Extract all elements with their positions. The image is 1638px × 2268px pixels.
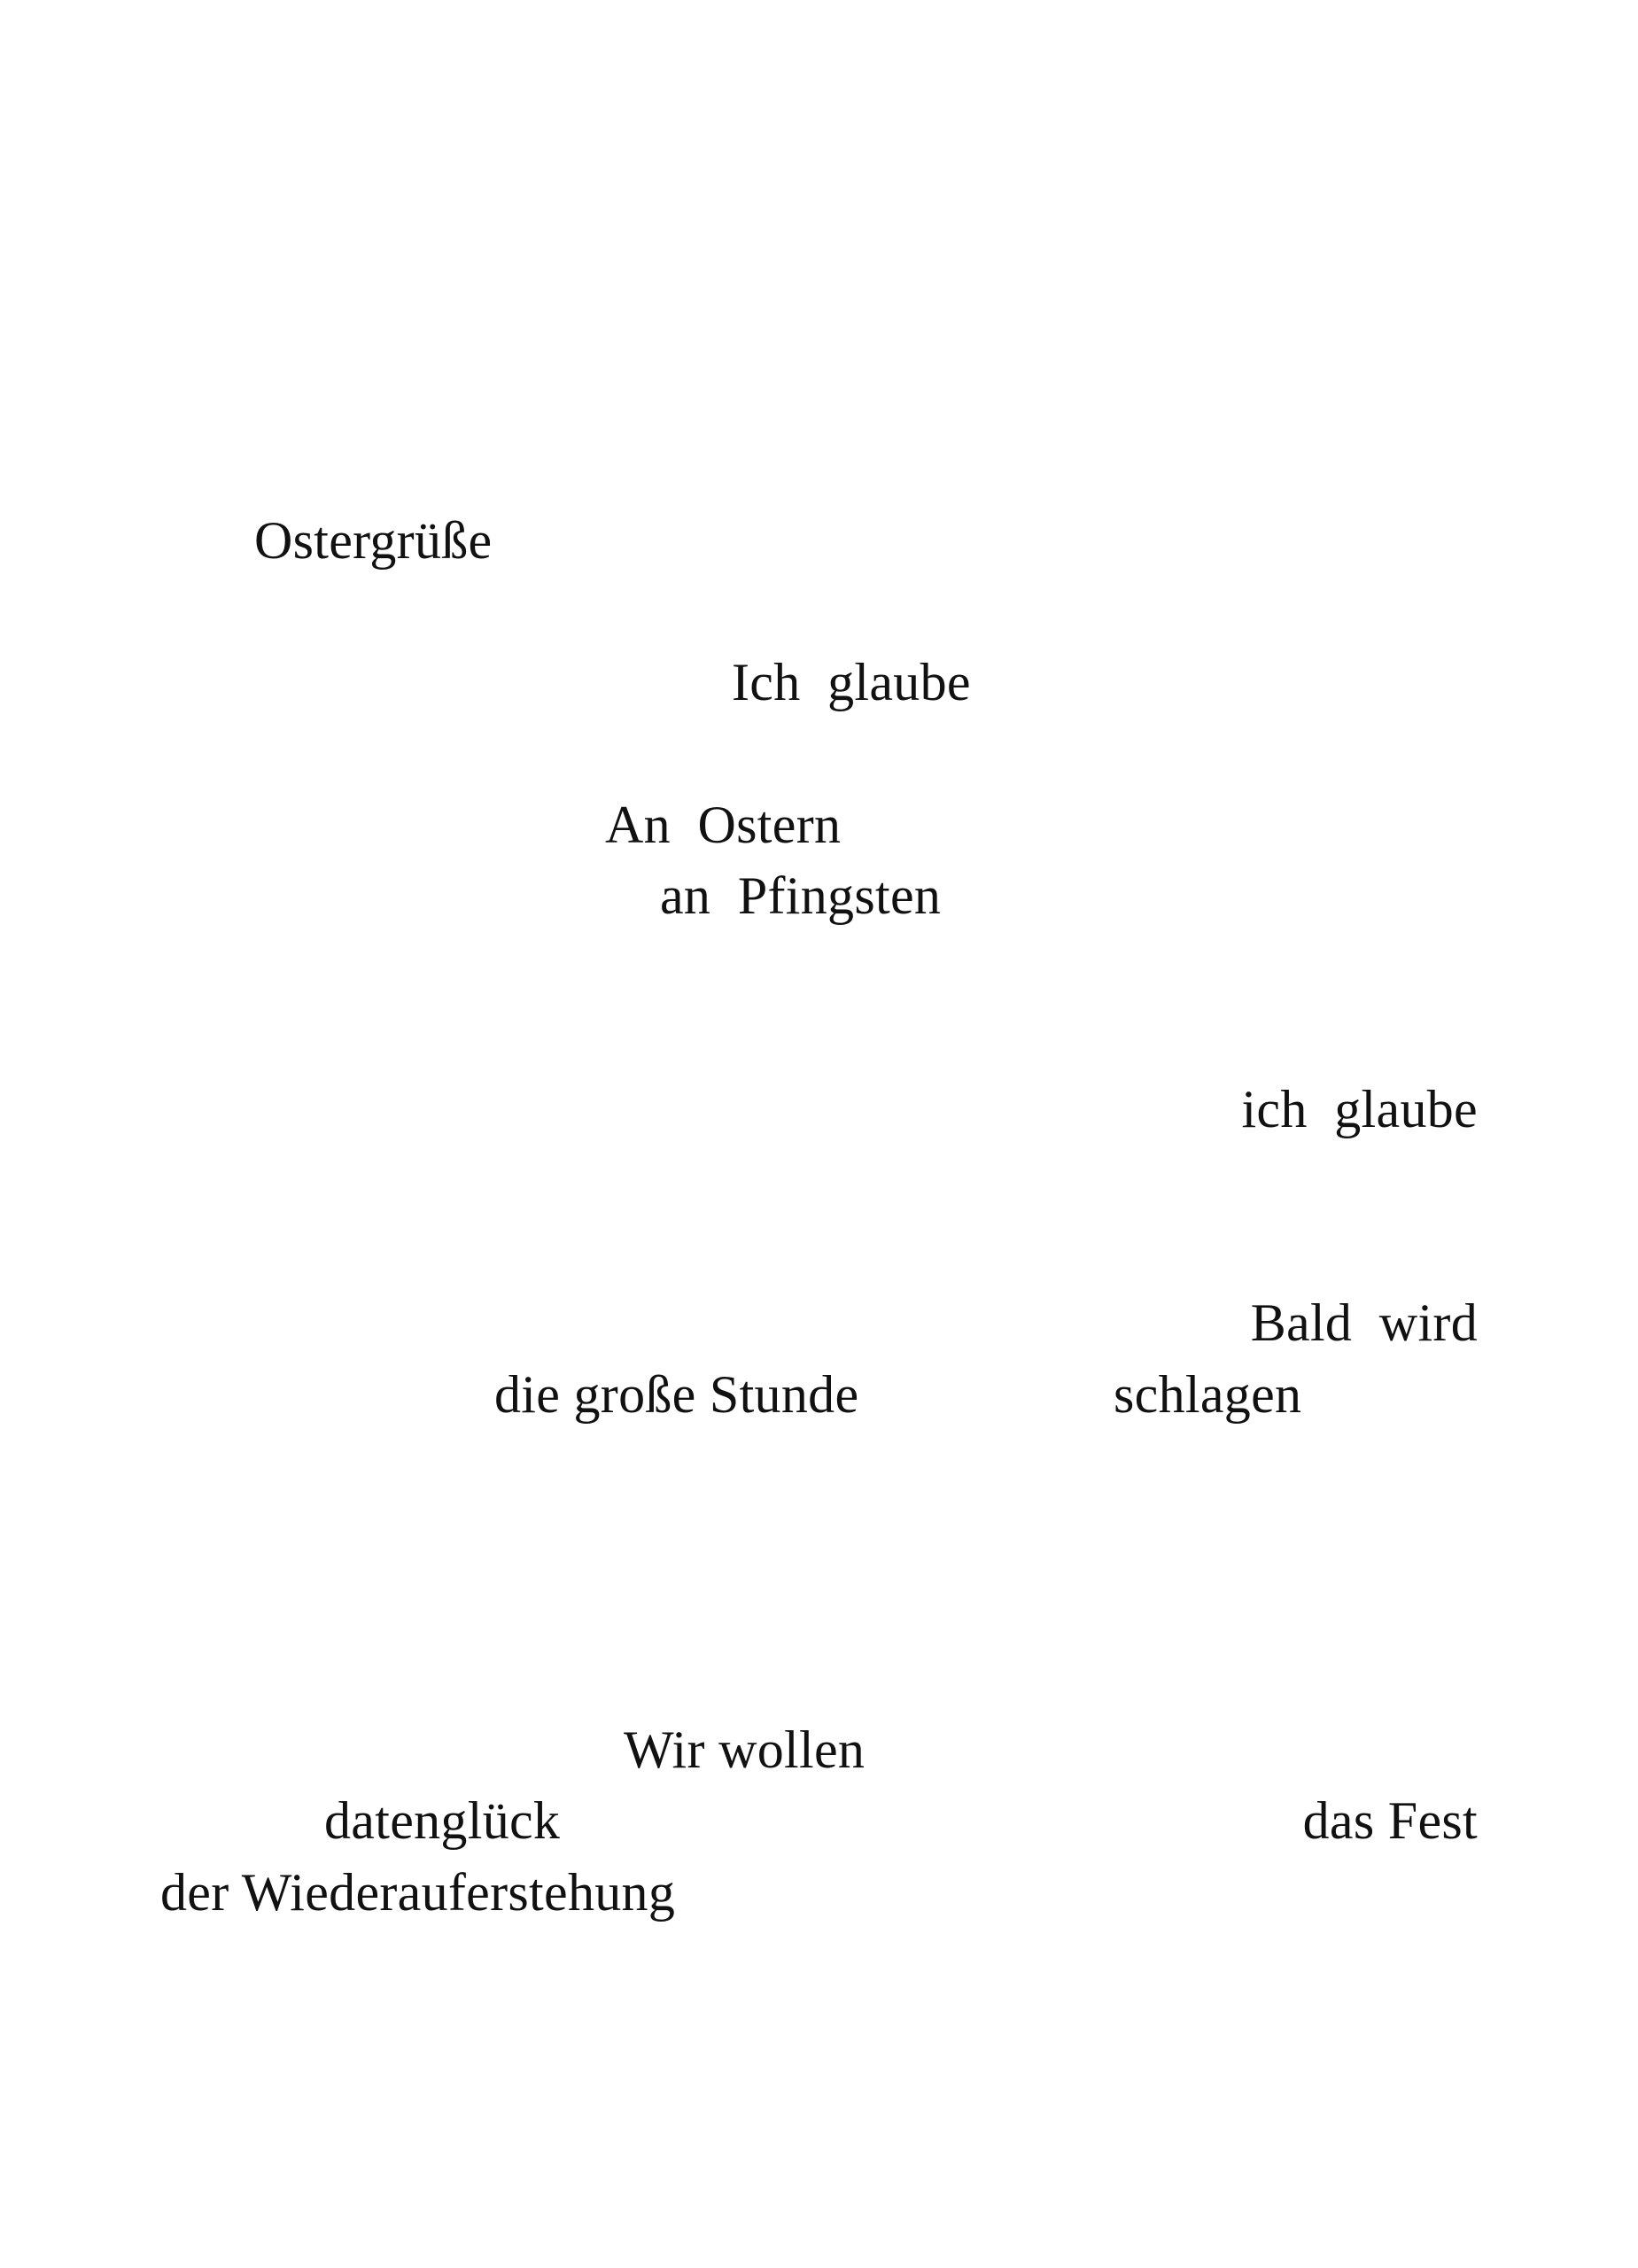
poem-line-der-wiederauferstehung: der Wiederauferstehung <box>160 1863 676 1922</box>
poem-line-ich-glaube-1: Ich glaube <box>732 653 971 711</box>
poem-line-schlagen: schlagen <box>1114 1365 1302 1424</box>
poem-line-wir-wollen: Wir wollen <box>624 1720 866 1779</box>
poem-line-die-grosse-stunde: die große Stunde <box>494 1365 859 1424</box>
poem-line-das-fest: das Fest <box>1302 1791 1478 1850</box>
poem-line-ich-glaube-2: ich glaube <box>1241 1080 1478 1138</box>
poem-line-datengluck: datenglück <box>324 1791 561 1850</box>
poem-title: Ostergrüße <box>254 511 493 570</box>
poem-line-an-ostern: An Ostern <box>605 796 842 854</box>
poem-line-bald-wird: Bald wird <box>1250 1293 1478 1352</box>
poem-line-an-pfingsten: an Pfingsten <box>660 866 942 925</box>
